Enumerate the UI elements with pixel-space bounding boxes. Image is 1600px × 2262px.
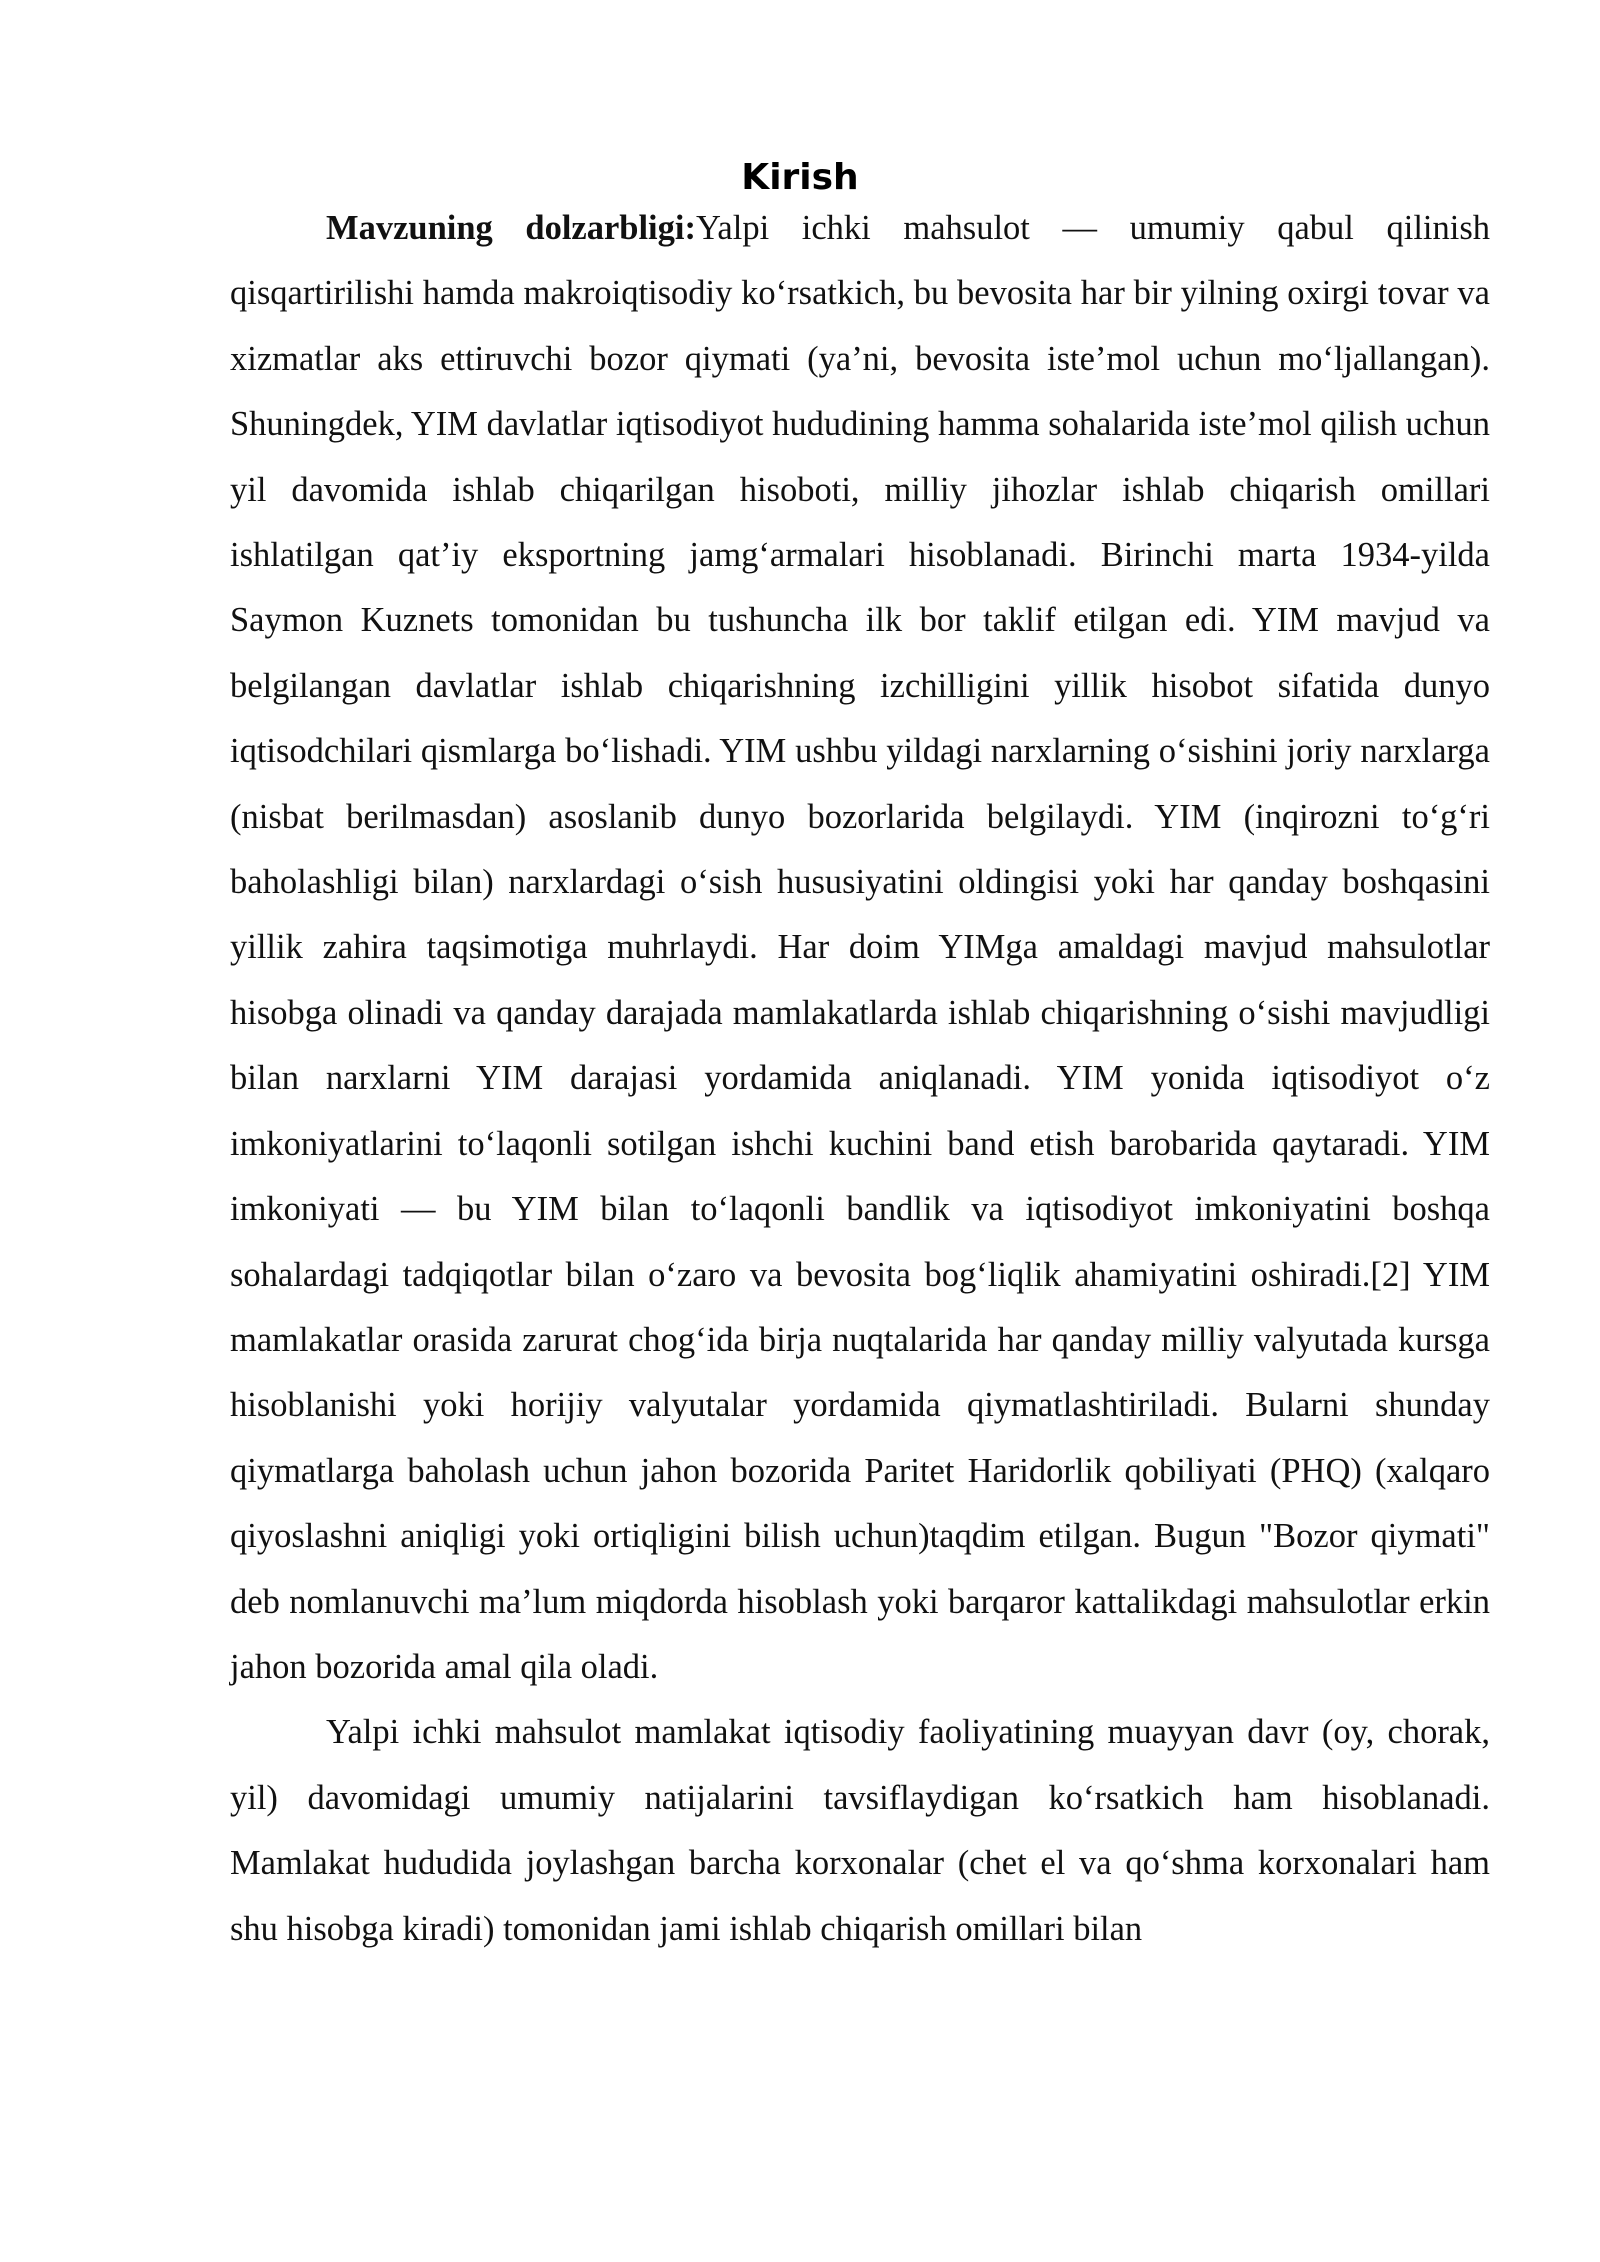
paragraph-text: Yalpi ichki mahsulot mamlakat iqtisodiy faoliyatining muayyan davr (oy, chorak, yil) davomidagi umumiy natijalarini tavsiflaydigan ko‘rsatkich ham hisoblanadi. Mamlakat hududida joylashgan barcha korxonalar (chet el va qo‘shma korxonalari ham shu hisobga kiradi) tomonidan jami ishlab chiqarish omillari bilan (230, 1713, 1490, 1948)
paragraph-text: Yalpi ichki mahsulot — umumiy qabul qilinish qisqartirilishi hamda makroiqtisodiy ko‘rsatkich, bu bevosita har bir yilning oxirgi tovar va xizmatlar aks ettiruvchi bozor qiymati (ya’ni, bevosita iste’mol uchun mo‘ljallangan). Shuningdek, YIM davlatlar iqtisodiyot hududining hamma sohalarida iste’mol qilish uchun yil davomida ishlab chiqarilgan hisoboti, milliy jihozlar ishlab chiqarish omillari ishlatilgan qat’iy eksportning jamg‘armalari hisoblanadi. Birinchi marta 1934-yilda Saymon Kuznets tomonidan bu tushuncha ilk bor taklif etilgan edi. YIM mavjud va belgilangan davlatlar ishlab chiqarishning izchilligini yillik hisobot sifatida dunyo iqtisodchilari qismlarga bo‘lishadi. YIM ushbu yildagi narxlarning o‘sishini joriy narxlarga (nisbat berilmasdan) asoslanib dunyo bozorlarida belgilaydi. YIM (inqirozni to‘g‘ri baholashligi bilan) narxlardagi o‘sish hususiyatini oldingisi yoki har qanday boshqasini yillik zahira taqsimotiga muhrlaydi. Har doim YIMga amaldagi mavjud mahsulotlar hisobga olinadi va qanday darajada mamlakatlarda ishlab chiqarishning o‘sishi mavjudligi bilan narxlarni YIM darajasi yordamida aniqlanadi. YIM yonida iqtisodiyot o‘z imkoniyatlarini to‘laqonli sotilgan ishchi kuchini band etish barobarida qaytaradi. YIM imkoniyati — bu YIM bilan to‘laqonli bandlik va iqtisodiyot imkoniyatini boshqa sohalardagi tadqiqotlar bilan o‘zaro va bevosita bog‘liqlik ahamiyatini oshiradi.[2] YIM mamlakatlar orasida zarurat chog‘ida birja nuqtalarida har qanday milliy valyutada kursga hisoblanishi yoki horijiy valyutalar yordamida qiymatlashtiriladi. Bularni shunday qiymatlarga baholash uchun jahon bozorida Paritet Haridorlik qobiliyati (PHQ) (xalqaro qiyoslashni aniqligi yoki ortiqligini bilish uchun)taqdim etilgan. Bugun "Bozor qiymati" deb nomlanuvchi ma’lum miqdorda hisoblash yoki barqaror kattalikdagi mahsulotlar erkin jahon bozorida amal qila oladi. (230, 209, 1490, 1686)
paragraph-gdp-definition (230, 1700, 1490, 1962)
page-title: Kirish (741, 157, 859, 198)
paragraph-relevance (230, 196, 1490, 1700)
paragraph-lead-heading: Mavzuning dolzarbligi: (326, 209, 696, 247)
document-body (230, 196, 1490, 1962)
